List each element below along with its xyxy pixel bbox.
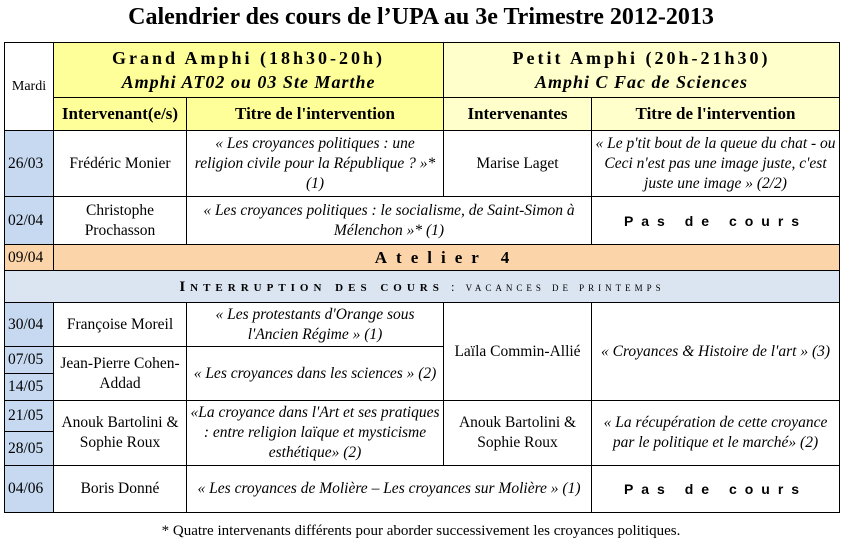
grand-amphi-header — [54, 43, 444, 98]
date-b: 28/05 — [8, 440, 44, 457]
table-row — [5, 401, 840, 466]
interruption-lead: Interruption des cours — [179, 278, 444, 295]
talk-title-cell: « Les croyances dans les sciences » (2) — [187, 347, 444, 401]
interruption-rest: vacances de printemps — [465, 279, 665, 294]
schedule-table — [4, 42, 840, 513]
talk-title-cell: « Les protestants d'Orange sous l'Ancien Régime » (1) — [187, 303, 444, 347]
grand-amphi-line2: Amphi AT02 ou 03 Ste Marthe — [121, 72, 376, 92]
date-a: 07/05 — [5, 347, 53, 374]
page-title: Calendrier des cours de l’UPA au 3e Trimestre 2012-2013 — [128, 4, 714, 30]
col-header-speaker2: Intervenantes — [444, 98, 592, 131]
atelier-banner: Atelier 4 — [54, 245, 840, 271]
date-b: 14/05 — [8, 378, 44, 395]
footnote: * Quatre intervenants différents pour aborder successivement les croyances politiques. — [161, 523, 681, 539]
col-header-title1: Titre de l'intervention — [187, 98, 444, 131]
table-row — [5, 466, 840, 513]
header-row-halls — [5, 43, 840, 98]
talk-title-cell: «La croyance dans l'Art et ses pratiques : entre religion laïque et mysticisme esthétique» (2) — [187, 401, 444, 466]
table-row — [5, 303, 840, 347]
table-row — [5, 245, 840, 271]
grand-amphi-line1: Grand Amphi (18h30-20h) — [111, 48, 386, 68]
petit-amphi-line1: Petit Amphi (20h-21h30) — [512, 48, 771, 68]
day-label: Mardi — [5, 43, 54, 131]
date-a: 21/05 — [5, 401, 53, 432]
date-cell: 02/04 — [5, 197, 54, 245]
talk-title-cell: « Les croyances de Molière – Les croyances sur Molière » (1) — [187, 466, 592, 513]
col-header-speaker1: Intervenant(e/s) — [54, 98, 187, 131]
header-row-columns — [5, 98, 840, 131]
speaker-cell: Boris Donné — [54, 466, 187, 513]
speaker-cell: Frédéric Monier — [54, 131, 187, 197]
speaker-cell: Jean-Pierre Cohen-Addad — [54, 347, 187, 401]
talk-title-cell: « Les croyances politiques : le socialisme, de Saint-Simon à Mélenchon »* (1) — [187, 197, 592, 245]
speaker-cell: Françoise Moreil — [54, 303, 187, 347]
speaker-cell: Laïla Commin-Allié — [444, 303, 592, 401]
speaker-cell: Anouk Bartolini & Sophie Roux — [54, 401, 187, 466]
talk-title-cell: « La récupération de cette croyance par le politique et le marché» (2) — [592, 401, 840, 466]
speaker-cell: Anouk Bartolini & Sophie Roux — [444, 401, 592, 466]
table-row — [5, 131, 840, 197]
date-cell: 04/06 — [5, 466, 54, 513]
petit-amphi-header — [444, 43, 840, 98]
petit-amphi-line2: Amphi C Fac de Sciences — [535, 72, 749, 92]
interruption-banner — [5, 271, 840, 303]
speaker-cell: Christophe Prochasson — [54, 197, 187, 245]
date-cell — [5, 401, 54, 466]
talk-title-cell: « Croyances & Histoire de l'art » (3) — [592, 303, 840, 401]
interruption-sep: : — [450, 279, 459, 294]
date-cell: 09/04 — [5, 245, 54, 271]
table-row — [5, 197, 840, 245]
date-cell: 26/03 — [5, 131, 54, 197]
talk-title-cell: « Les croyances politiques : une religion civile pour la République ? »* (1) — [187, 131, 444, 197]
talk-title-cell: « Le p'tit bout de la queue du chat - ou Ceci n'est pas une image juste, c'est juste une image » (2/2) — [592, 131, 840, 197]
no-course-cell: Pas de cours — [592, 197, 840, 245]
no-course-cell: Pas de cours — [592, 466, 840, 513]
col-header-title2: Titre de l'intervention — [592, 98, 840, 131]
date-cell — [5, 347, 54, 401]
speaker-cell: Marise Laget — [444, 131, 592, 197]
interruption-row — [5, 271, 840, 303]
date-cell: 30/04 — [5, 303, 54, 347]
